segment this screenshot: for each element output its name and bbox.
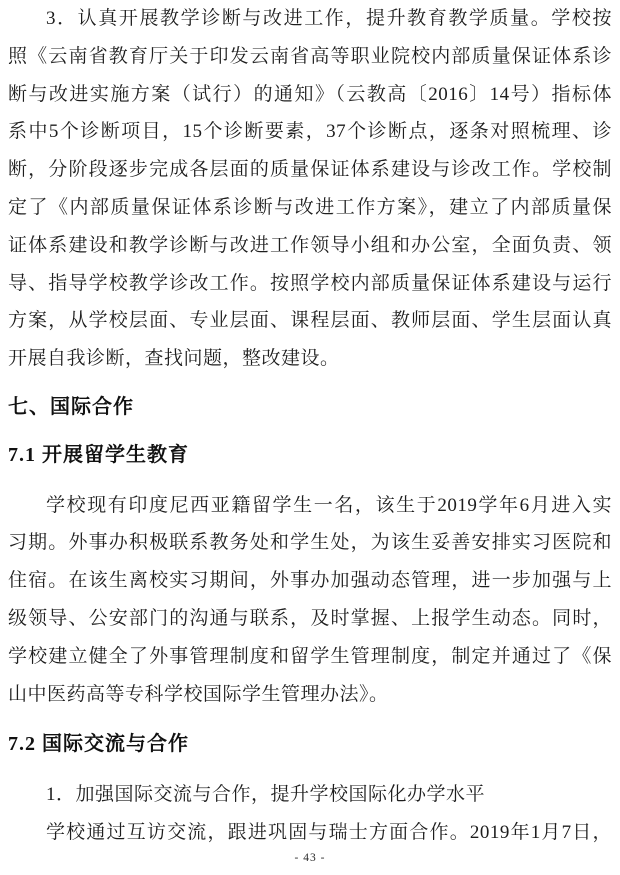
- text-line: 系中5个诊断项目，15个诊断要素，37个诊断点，逐条对照梳理、诊: [8, 121, 612, 143]
- paragraph-international-exchange: [8, 776, 612, 852]
- text-line: 学校通过互访交流，跟进巩固与瑞士方面合作。2019年1月7日，: [46, 821, 612, 843]
- text-line: 导、指导学校教学诊改工作。按照学校内部质量保证体系建设与运行: [8, 272, 612, 294]
- paragraph-teaching-diagnosis: [8, 0, 612, 378]
- text-line: 断与改进实施方案（试行）的通知》（云教高〔2016〕14号）指标体: [8, 83, 612, 105]
- text-line: 级领导、公安部门的沟通与联系，及时掌握、上报学生动态。同时，: [8, 607, 612, 629]
- text-line: 证体系建设和教学诊断与改进工作领导小组和办公室，全面负责、领: [8, 234, 612, 256]
- text-line: 学校现有印度尼西亚籍留学生一名，该生于2019学年6月进入实: [46, 494, 612, 516]
- text-line: 照《云南省教育厅关于印发云南省高等职业院校内部质量保证体系诊: [8, 45, 612, 67]
- text-line: 开展自我诊断，查找问题，整改建设。: [8, 348, 340, 370]
- heading-section-7: 七、国际合作: [8, 395, 134, 418]
- text-line: 定了《内部质量保证体系诊断与改进工作方案》，建立了内部质量保: [8, 196, 612, 218]
- text-line: 山中医药高等专科学校国际学生管理办法》。: [8, 683, 389, 705]
- text-line: 3．认真开展教学诊断与改进工作，提升教育教学质量。学校按: [46, 8, 612, 29]
- text-line: 断，分阶段逐步完成各层面的质量保证体系建设与诊改工作。学校制: [8, 159, 612, 181]
- heading-7-1: 7.1 开展留学生教育: [8, 443, 189, 466]
- text-line: 学校建立健全了外事管理制度和留学生管理制度，制定并通过了《保: [8, 645, 612, 667]
- text-line: 习期。外事办积极联系教务处和学生处，为该生妥善安排实习医院和: [8, 532, 612, 554]
- text-line: 1．加强国际交流与合作，提升学校国际化办学水平: [46, 784, 486, 806]
- heading-7-2: 7.2 国际交流与合作: [8, 733, 189, 756]
- page-number: - 43 -: [294, 852, 326, 864]
- paragraph-international-students: [8, 487, 612, 714]
- text-line: 方案，从学校层面、专业层面、课程层面、教师层面、学生层面认真: [8, 310, 612, 332]
- text-line: 住宿。在该生离校实习期间，外事办加强动态管理，进一步加强与上: [8, 570, 612, 592]
